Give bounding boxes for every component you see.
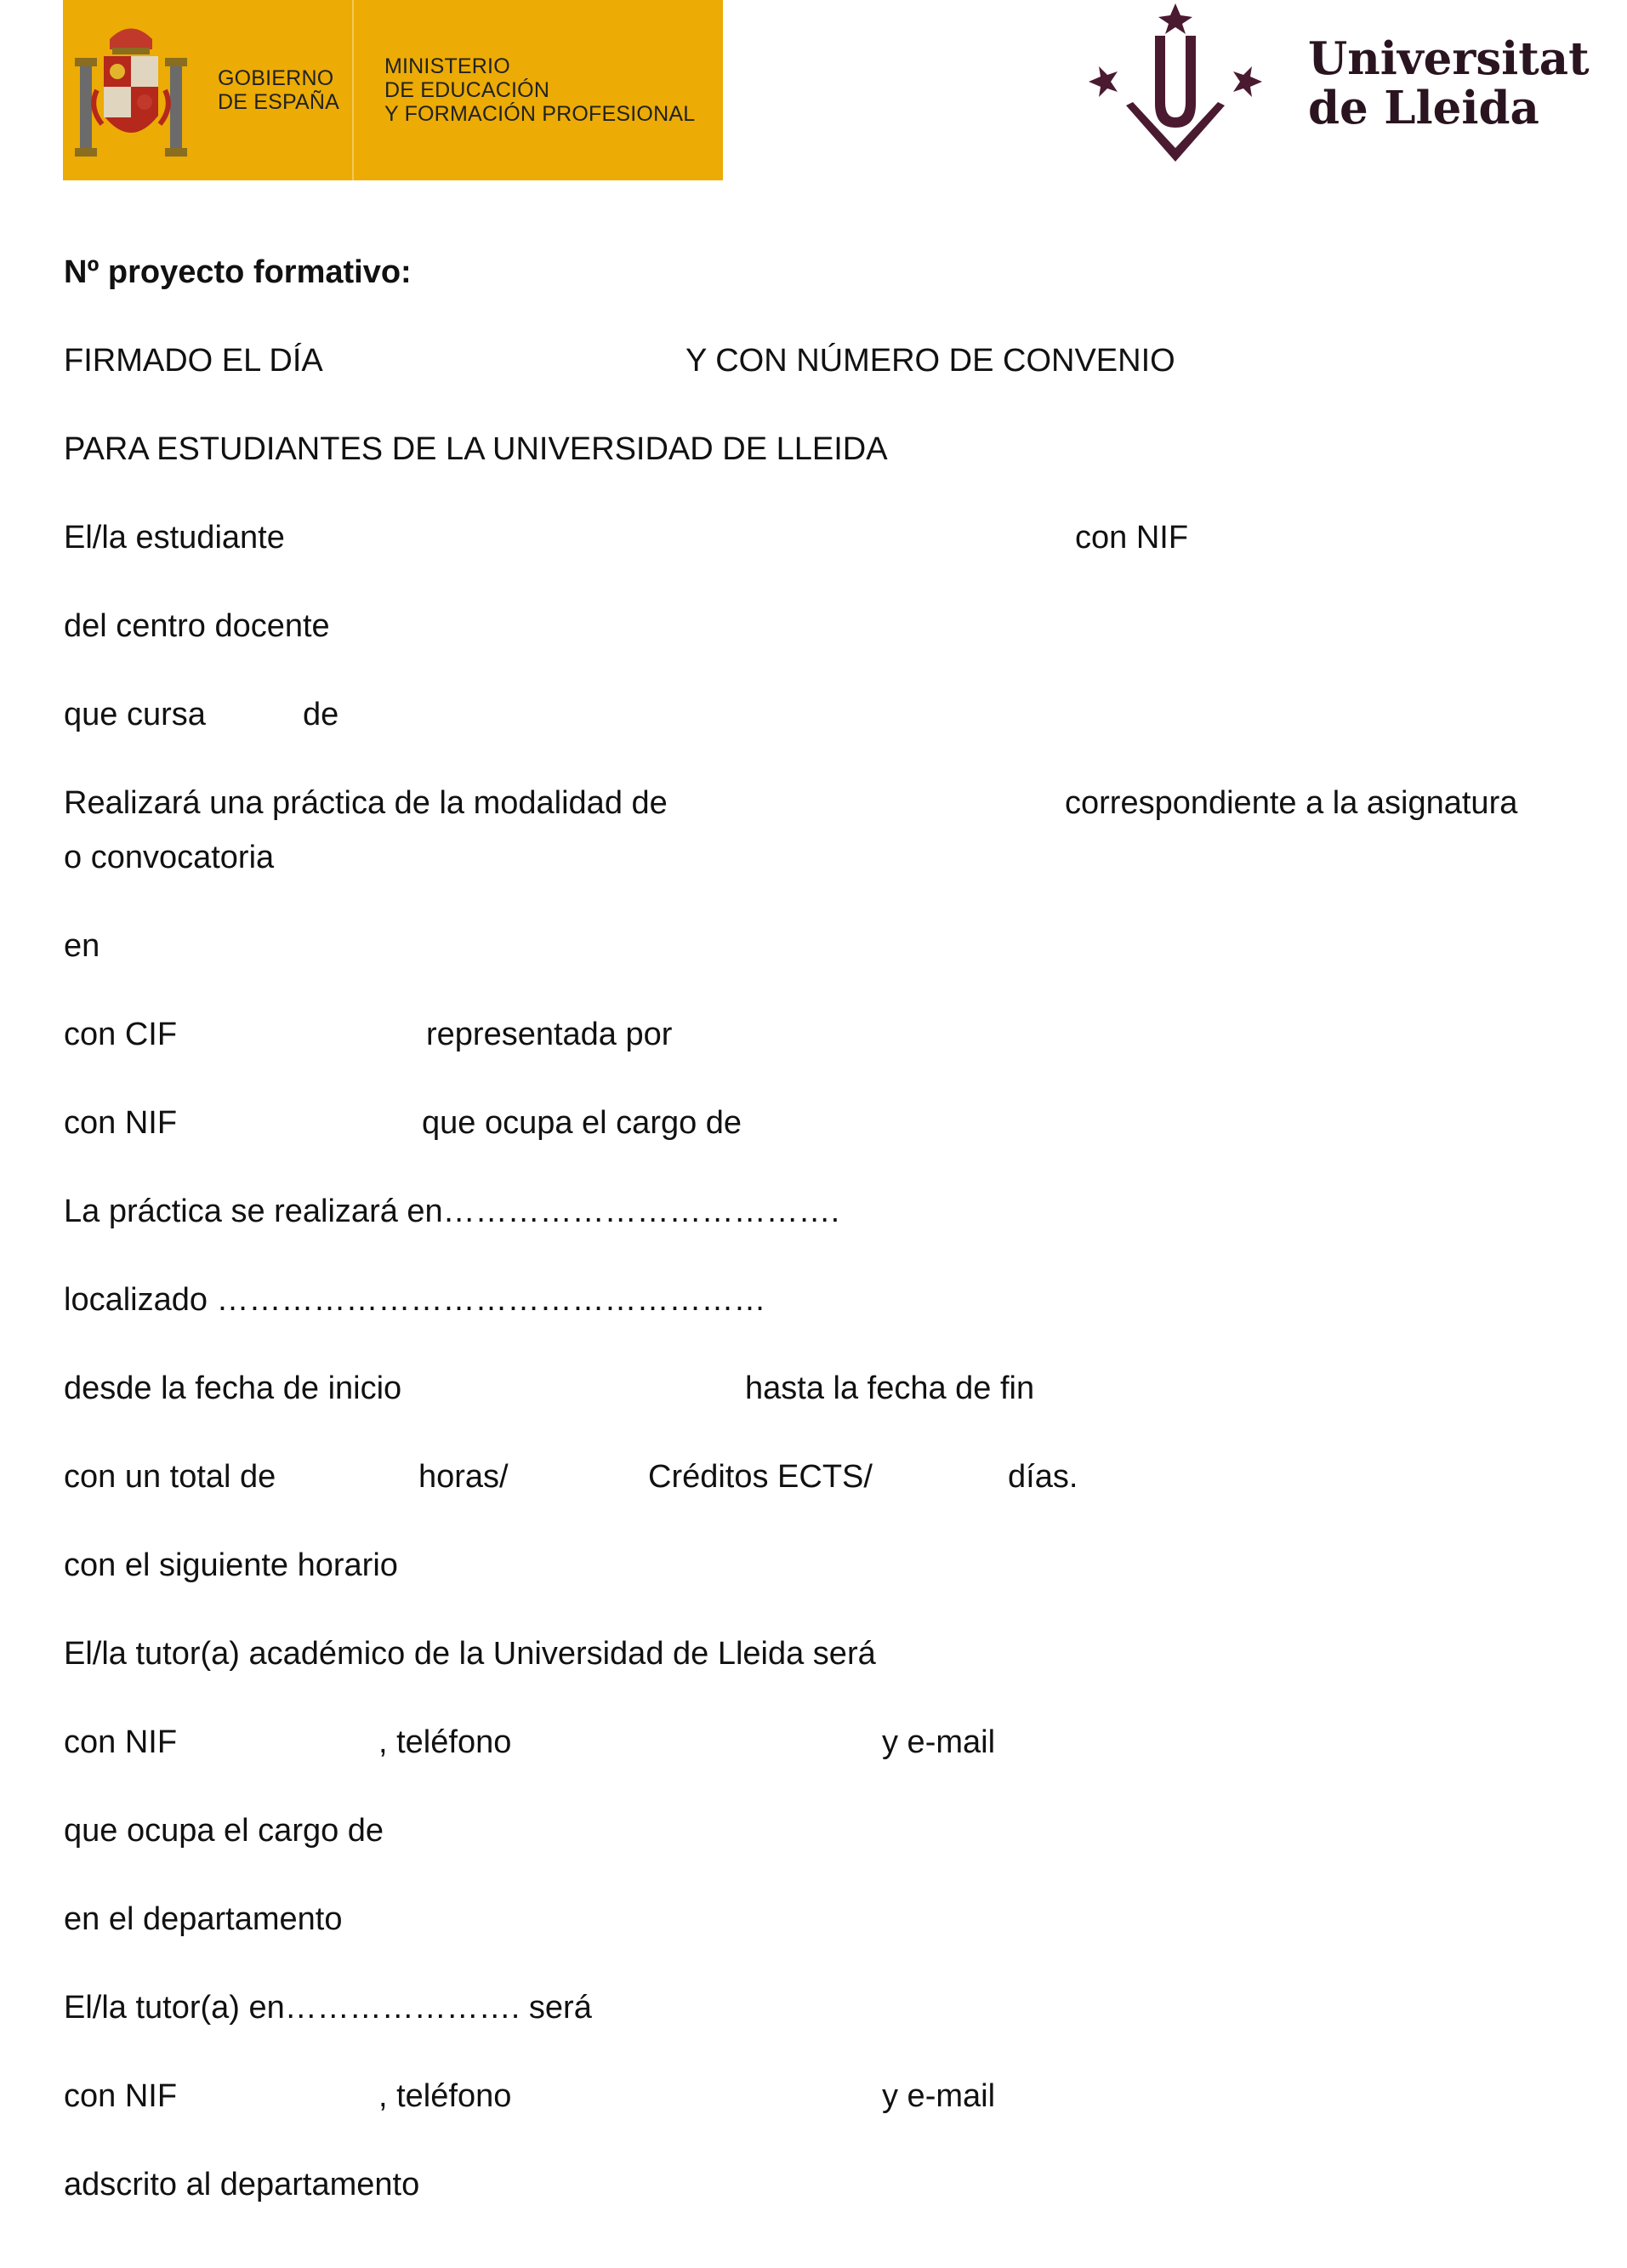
end-date-label: hasta la fecha de fin [745,1370,1035,1406]
located-label: localizado …………………………………………… [64,1282,766,1318]
schedule-label: con el siguiente horario [64,1547,398,1583]
academic-tutor-label: El/la tutor(a) académico de la Universidad de Lleida será [64,1636,876,1672]
hours-label: horas/ [418,1459,509,1495]
studies-label: que cursa [64,697,206,732]
tutor1-phone-label: , teléfono [378,1724,512,1760]
at-label: en [64,928,100,964]
location-label: La práctica se realizará en………………………………. [64,1194,840,1229]
rep-position-label: que ocupa el cargo de [422,1105,742,1141]
represented-label: representada por [426,1017,673,1052]
cif-label: con CIF [64,1017,178,1052]
start-date-label: desde la fecha de inicio [64,1370,402,1406]
tutor1-dept-label: en el departamento [64,1901,343,1937]
tutor2-nif-label: con NIF [64,2078,178,2114]
practice-mode-label: Realizará una práctica de la modalidad de [64,785,668,821]
university-name-line-2: de Lleida [1308,82,1539,134]
agreement-number-label: Y CON NÚMERO DE CONVENIO [686,343,1175,379]
government-label [199,0,352,180]
ministry-label [354,0,695,180]
government-banner [63,0,723,180]
university-name-line-1: Universitat [1308,32,1590,85]
for-students-label: PARA ESTUDIANTES DE LA UNIVERSIDAD DE LLEIDA [64,431,888,467]
rep-nif-label: con NIF [64,1105,178,1141]
coat-of-arms-icon [63,0,199,180]
subject-label: correspondiente a la asignatura [1065,785,1518,821]
gov-line-1: GOBIERNO [218,66,334,90]
center-label: del centro docente [64,608,330,644]
tutor2-phone-label: , teléfono [378,2078,512,2114]
tutor2-dept-label: adscrito al departamento [64,2167,420,2202]
gov-line-2: DE ESPAÑA [218,90,340,114]
studies-of-label: de [303,697,339,732]
signed-day-label: FIRMADO EL DÍA [64,343,323,379]
ministry-line-1: MINISTERIO [384,54,510,78]
days-label: días. [1008,1459,1078,1495]
udl-logo-icon [1073,0,1277,170]
student-label: El/la estudiante [64,520,285,556]
credits-label: Créditos ECTS/ [648,1459,873,1495]
tutor2-email-label: y e-mail [882,2078,996,2114]
total-label: con un total de [64,1459,276,1495]
ministry-line-2: DE EDUCACIÓN [384,78,550,102]
tutor1-email-label: y e-mail [882,1724,996,1760]
university-name [1308,34,1590,133]
tutor1-nif-label: con NIF [64,1724,178,1760]
student-nif-label: con NIF [1075,520,1189,556]
ministry-line-3: Y FORMACIÓN PROFESIONAL [384,102,696,126]
project-number-label: Nº proyecto formativo: [64,254,412,290]
company-tutor-label: El/la tutor(a) en…………………. será [64,1990,592,2026]
call-label: o convocatoria [64,840,275,875]
university-logo [1073,0,1590,170]
tutor1-position-label: que ocupa el cargo de [64,1813,384,1849]
